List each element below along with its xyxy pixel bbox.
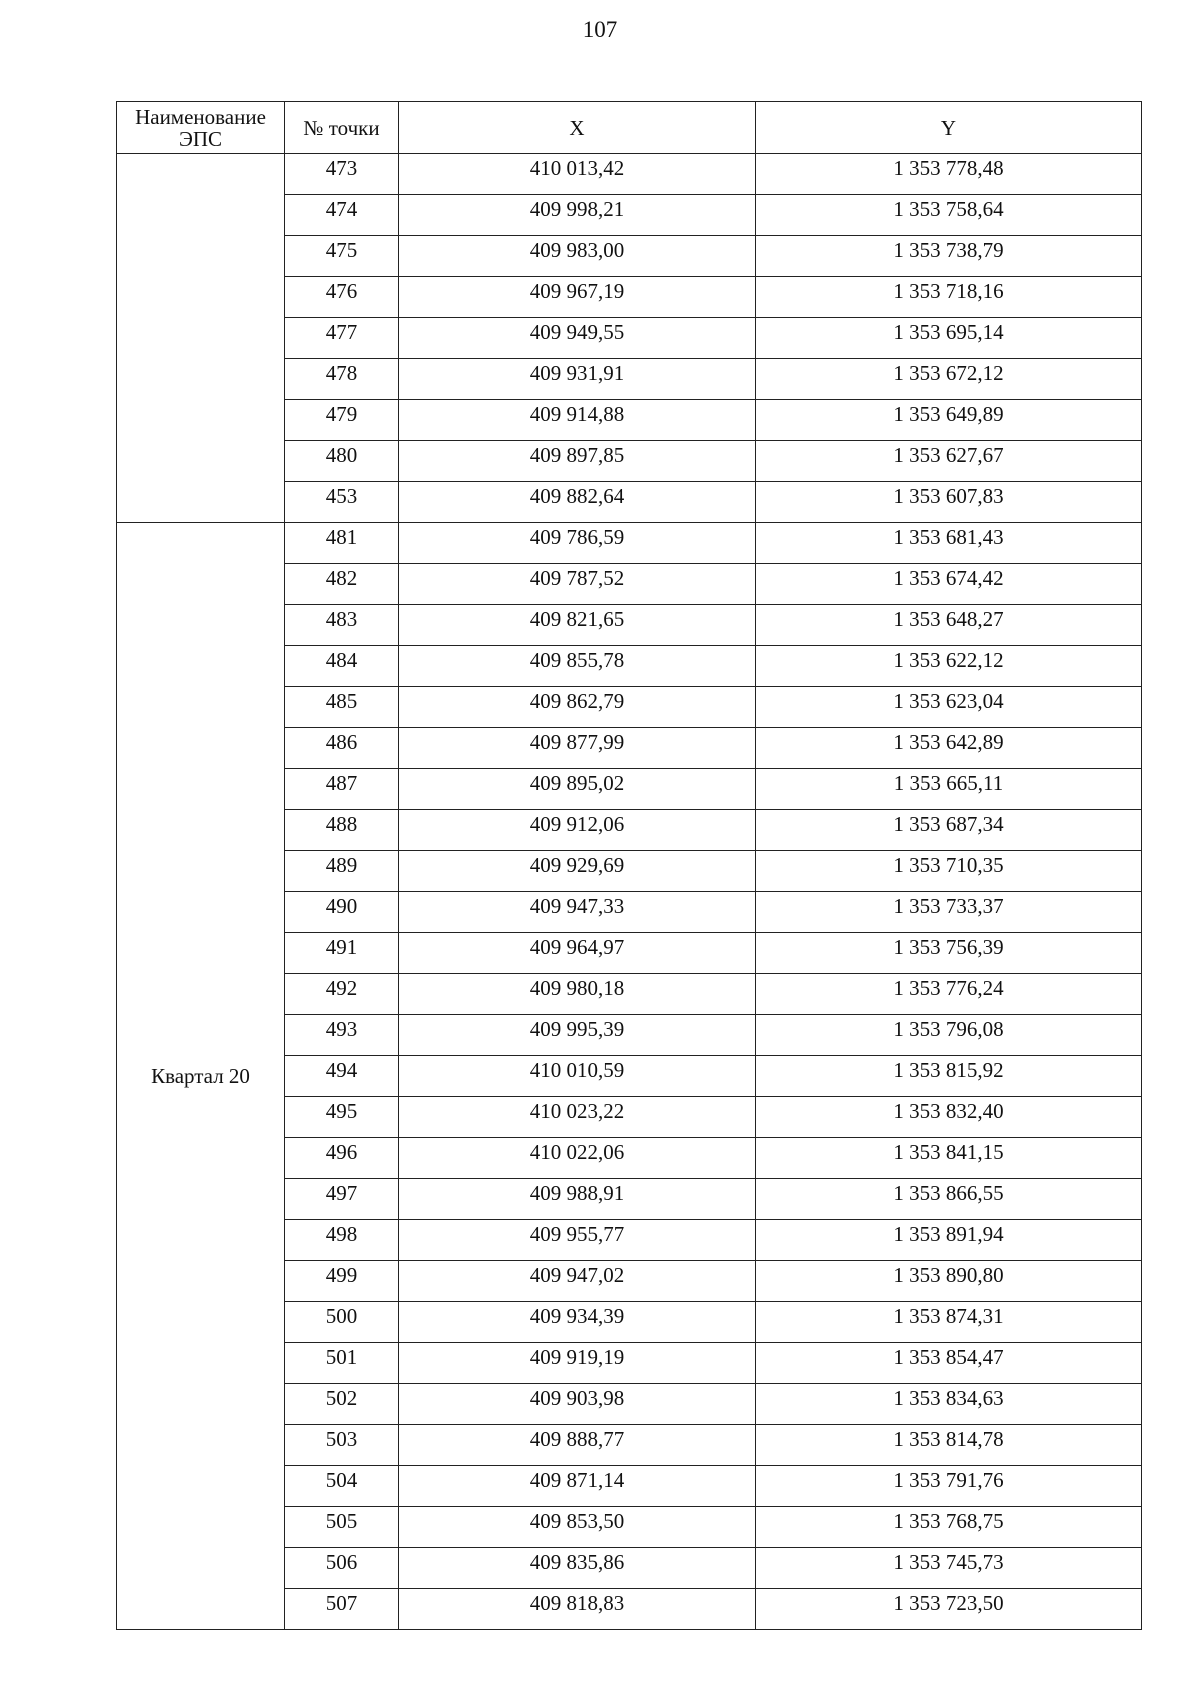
table-row <box>117 154 1142 195</box>
point-number-cell: 475 <box>285 236 399 277</box>
y-coordinate-cell: 1 353 648,27 <box>756 605 1142 646</box>
x-coordinate-cell: 409 818,83 <box>399 1589 756 1630</box>
x-coordinate-cell: 409 871,14 <box>399 1466 756 1507</box>
y-coordinate-cell: 1 353 756,39 <box>756 933 1142 974</box>
x-coordinate-cell: 409 919,19 <box>399 1343 756 1384</box>
x-coordinate-cell: 410 013,42 <box>399 154 756 195</box>
point-number-cell: 483 <box>285 605 399 646</box>
y-coordinate-cell: 1 353 814,78 <box>756 1425 1142 1466</box>
x-coordinate-cell: 409 903,98 <box>399 1384 756 1425</box>
x-coordinate-cell: 409 787,52 <box>399 564 756 605</box>
y-coordinate-cell: 1 353 834,63 <box>756 1384 1142 1425</box>
y-coordinate-cell: 1 353 710,35 <box>756 851 1142 892</box>
y-coordinate-cell: 1 353 695,14 <box>756 318 1142 359</box>
y-coordinate-cell: 1 353 607,83 <box>756 482 1142 523</box>
x-coordinate-cell: 409 934,39 <box>399 1302 756 1343</box>
x-coordinate-cell: 410 023,22 <box>399 1097 756 1138</box>
point-number-cell: 492 <box>285 974 399 1015</box>
y-coordinate-cell: 1 353 665,11 <box>756 769 1142 810</box>
point-number-cell: 494 <box>285 1056 399 1097</box>
point-number-cell: 476 <box>285 277 399 318</box>
point-number-cell: 486 <box>285 728 399 769</box>
x-coordinate-cell: 409 912,06 <box>399 810 756 851</box>
x-coordinate-cell: 410 010,59 <box>399 1056 756 1097</box>
point-number-cell: 503 <box>285 1425 399 1466</box>
x-coordinate-cell: 409 980,18 <box>399 974 756 1015</box>
table-row <box>117 523 1142 564</box>
x-coordinate-cell: 409 895,02 <box>399 769 756 810</box>
point-number-cell: 499 <box>285 1261 399 1302</box>
y-coordinate-cell: 1 353 738,79 <box>756 236 1142 277</box>
point-number-cell: 473 <box>285 154 399 195</box>
y-coordinate-cell: 1 353 622,12 <box>756 646 1142 687</box>
point-number-cell: 477 <box>285 318 399 359</box>
y-coordinate-cell: 1 353 874,31 <box>756 1302 1142 1343</box>
point-number-cell: 474 <box>285 195 399 236</box>
y-coordinate-cell: 1 353 687,34 <box>756 810 1142 851</box>
point-number-cell: 480 <box>285 441 399 482</box>
y-coordinate-cell: 1 353 891,94 <box>756 1220 1142 1261</box>
point-number-cell: 496 <box>285 1138 399 1179</box>
x-coordinate-cell: 409 877,99 <box>399 728 756 769</box>
point-number-cell: 487 <box>285 769 399 810</box>
y-coordinate-cell: 1 353 681,43 <box>756 523 1142 564</box>
point-number-cell: 481 <box>285 523 399 564</box>
y-coordinate-cell: 1 353 672,12 <box>756 359 1142 400</box>
point-number-cell: 495 <box>285 1097 399 1138</box>
y-coordinate-cell: 1 353 623,04 <box>756 687 1142 728</box>
x-coordinate-cell: 409 862,79 <box>399 687 756 728</box>
y-coordinate-cell: 1 353 776,24 <box>756 974 1142 1015</box>
y-coordinate-cell: 1 353 890,80 <box>756 1261 1142 1302</box>
x-coordinate-cell: 409 955,77 <box>399 1220 756 1261</box>
point-number-cell: 507 <box>285 1589 399 1630</box>
point-number-cell: 497 <box>285 1179 399 1220</box>
y-coordinate-cell: 1 353 758,64 <box>756 195 1142 236</box>
x-coordinate-cell: 409 929,69 <box>399 851 756 892</box>
point-number-cell: 493 <box>285 1015 399 1056</box>
point-number-cell: 505 <box>285 1507 399 1548</box>
y-coordinate-cell: 1 353 649,89 <box>756 400 1142 441</box>
y-coordinate-cell: 1 353 642,89 <box>756 728 1142 769</box>
header-eps-name: Наименование ЭПС <box>117 102 285 154</box>
y-coordinate-cell: 1 353 723,50 <box>756 1589 1142 1630</box>
y-coordinate-cell: 1 353 791,76 <box>756 1466 1142 1507</box>
y-coordinate-cell: 1 353 768,75 <box>756 1507 1142 1548</box>
coordinates-table <box>116 101 1142 1630</box>
y-coordinate-cell: 1 353 718,16 <box>756 277 1142 318</box>
y-coordinate-cell: 1 353 854,47 <box>756 1343 1142 1384</box>
page-number: 107 <box>582 17 618 42</box>
x-coordinate-cell: 409 853,50 <box>399 1507 756 1548</box>
x-coordinate-cell: 409 931,91 <box>399 359 756 400</box>
point-number-cell: 490 <box>285 892 399 933</box>
point-number-cell: 478 <box>285 359 399 400</box>
point-number-cell: 504 <box>285 1466 399 1507</box>
x-coordinate-cell: 409 888,77 <box>399 1425 756 1466</box>
header-y: Y <box>756 102 1142 154</box>
y-coordinate-cell: 1 353 778,48 <box>756 154 1142 195</box>
x-coordinate-cell: 409 786,59 <box>399 523 756 564</box>
table-body <box>117 154 1142 1630</box>
x-coordinate-cell: 409 967,19 <box>399 277 756 318</box>
x-coordinate-cell: 409 998,21 <box>399 195 756 236</box>
x-coordinate-cell: 409 882,64 <box>399 482 756 523</box>
y-coordinate-cell: 1 353 745,73 <box>756 1548 1142 1589</box>
point-number-cell: 506 <box>285 1548 399 1589</box>
point-number-cell: 453 <box>285 482 399 523</box>
x-coordinate-cell: 409 947,33 <box>399 892 756 933</box>
point-number-cell: 491 <box>285 933 399 974</box>
x-coordinate-cell: 409 914,88 <box>399 400 756 441</box>
x-coordinate-cell: 409 964,97 <box>399 933 756 974</box>
point-number-cell: 484 <box>285 646 399 687</box>
x-coordinate-cell: 409 949,55 <box>399 318 756 359</box>
x-coordinate-cell: 409 897,85 <box>399 441 756 482</box>
header-point-number: № точки <box>285 102 399 154</box>
point-number-cell: 485 <box>285 687 399 728</box>
x-coordinate-cell: 409 947,02 <box>399 1261 756 1302</box>
point-number-cell: 501 <box>285 1343 399 1384</box>
eps-name-cell <box>117 154 285 523</box>
point-number-cell: 488 <box>285 810 399 851</box>
point-number-cell: 489 <box>285 851 399 892</box>
point-number-cell: 482 <box>285 564 399 605</box>
y-coordinate-cell: 1 353 733,37 <box>756 892 1142 933</box>
x-coordinate-cell: 409 855,78 <box>399 646 756 687</box>
x-coordinate-cell: 409 835,86 <box>399 1548 756 1589</box>
x-coordinate-cell: 409 988,91 <box>399 1179 756 1220</box>
y-coordinate-cell: 1 353 866,55 <box>756 1179 1142 1220</box>
x-coordinate-cell: 409 983,00 <box>399 236 756 277</box>
x-coordinate-cell: 410 022,06 <box>399 1138 756 1179</box>
point-number-cell: 479 <box>285 400 399 441</box>
y-coordinate-cell: 1 353 627,67 <box>756 441 1142 482</box>
x-coordinate-cell: 409 821,65 <box>399 605 756 646</box>
point-number-cell: 498 <box>285 1220 399 1261</box>
y-coordinate-cell: 1 353 796,08 <box>756 1015 1142 1056</box>
eps-name-cell: Квартал 20 <box>117 523 285 1630</box>
y-coordinate-cell: 1 353 841,15 <box>756 1138 1142 1179</box>
y-coordinate-cell: 1 353 674,42 <box>756 564 1142 605</box>
y-coordinate-cell: 1 353 815,92 <box>756 1056 1142 1097</box>
header-x: X <box>399 102 756 154</box>
y-coordinate-cell: 1 353 832,40 <box>756 1097 1142 1138</box>
point-number-cell: 500 <box>285 1302 399 1343</box>
x-coordinate-cell: 409 995,39 <box>399 1015 756 1056</box>
table-header-row <box>117 102 1142 154</box>
point-number-cell: 502 <box>285 1384 399 1425</box>
